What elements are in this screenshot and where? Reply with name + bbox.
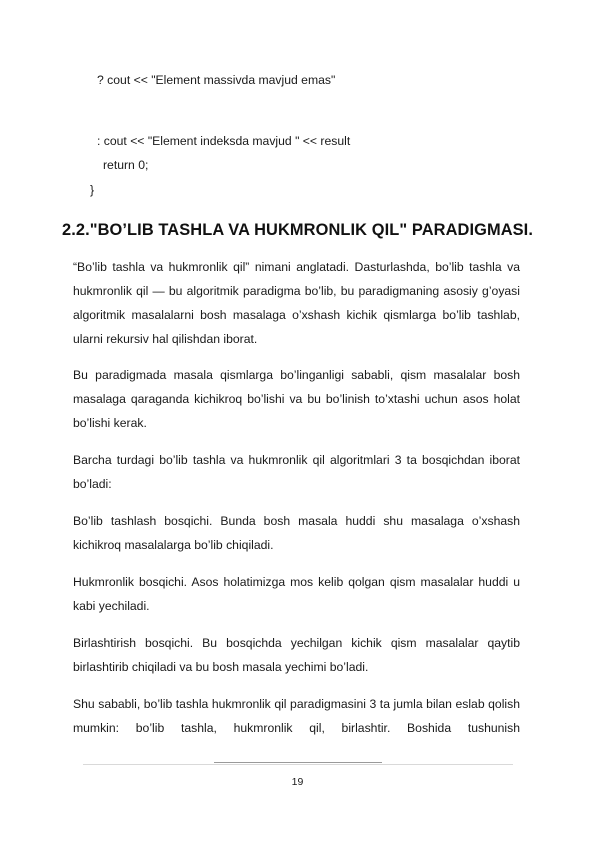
paragraph-2: Bu paradigmada masala qismlarga bo’linganligi sababli, qism masalalar bosh masalaga qaraganda kichikroq bo’lishi va bu bo’linish to’xtashi uchun asos holat bo’lishi kerak. — [73, 368, 520, 430]
paragraph-6: Birlashtirish bosqichi. Bu bosqichda yechilgan kichik qism masalalar qaytib birlashtirib chiqiladi va bu bosh masala yechimi bo’ladi. — [73, 636, 520, 674]
footer-divider-accent — [214, 762, 382, 763]
paragraph-3: Barcha turdagi bo’lib tashla va hukmronlik qil algoritmlari 3 ta bosqichdan iborat bo’ladi: — [73, 453, 520, 491]
code-line-3: return 0; — [103, 158, 149, 172]
footer-divider — [83, 764, 513, 765]
code-line-1: ? cout << "Element massivda mavjud emas" — [97, 73, 336, 87]
paragraph-1: “Bo’lib tashla va hukmronlik qil” nimani anglatadi. Dasturlashda, bo’lib tashla va hukmronlik qil — bu algoritmik paradigma bo’lib, bu paradigmaning asosiy g’oyasi algoritmik masalalarni bosh masalaga o’xshash kichik qismlarga bo’lib tashlab, ularni rekursiv hal qilishdan iborat. — [73, 260, 520, 346]
paragraph-5: Hukmronlik bosqichi. Asos holatimizga mos kelib qolgan qism masalalar huddi u kabi yechiladi. — [73, 575, 520, 613]
paragraph-7: Shu sababli, bo’lib tashla hukmronlik qil paradigmasini 3 ta jumla bilan eslab qolish mumkin: bo’lib tashla, hukmronlik qil, birlashtir. Boshida tushunish — [73, 697, 520, 735]
page-number: 19 — [291, 776, 304, 788]
code-line-2: : cout << "Element indeksda mavjud " << result — [97, 134, 351, 148]
code-line-4: } — [90, 183, 95, 197]
paragraph-4: Bo’lib tashlash bosqichi. Bunda bosh masala huddi shu masalaga o’xshash kichikroq masalalarga bo’lib chiqiladi. — [73, 514, 520, 552]
section-heading: 2.2."BO’LIB TASHLA VA HUKMRONLIK QIL" PARADIGMASI. — [62, 221, 533, 239]
